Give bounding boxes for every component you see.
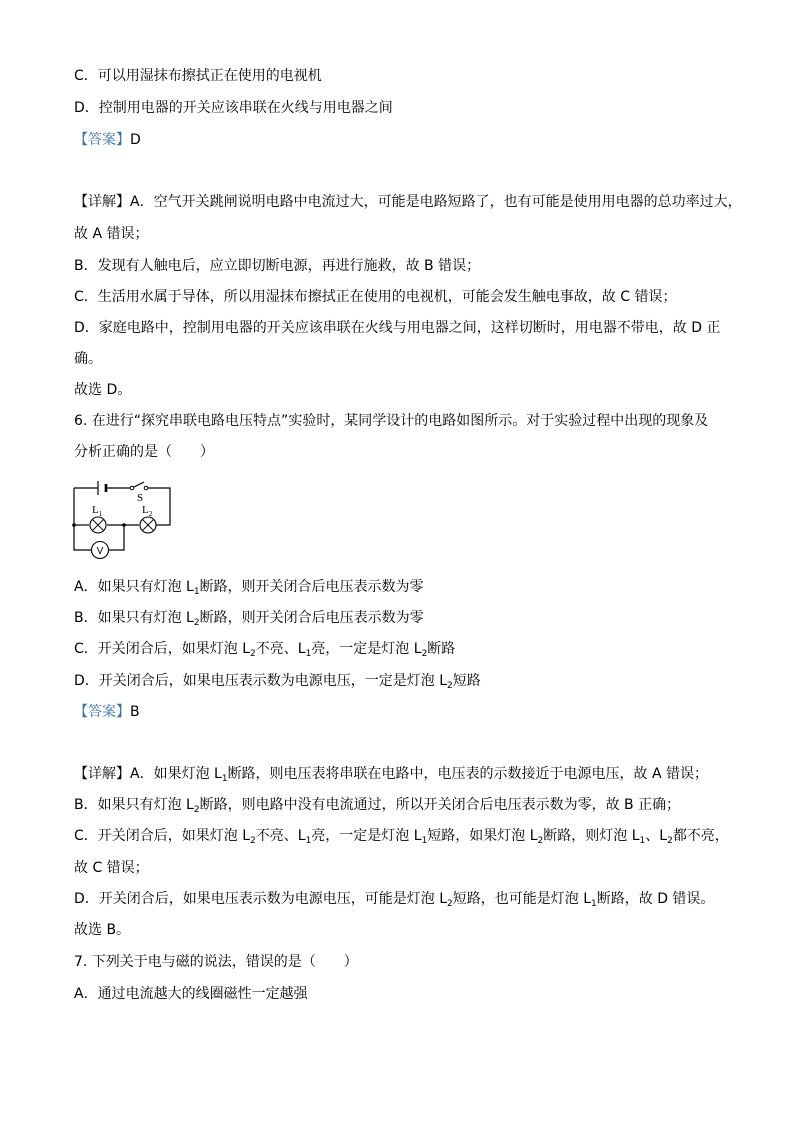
q6-option-a: A．如果只有灯泡 $L_1$断路，则开关闭合后电压表示数为零: [74, 579, 424, 597]
answer-tag: 【答案】: [74, 132, 130, 148]
q6-detail-line-2: B．如果只有灯泡 $L_2$断路，则电路中没有电流通过，所以开关闭合后电压表示数为零，故 B 正确；: [74, 797, 681, 815]
q6-option-d: D．开关闭合后，如果电压表示数为电源电压，一定是灯泡 $L_2$短路: [74, 673, 481, 691]
lamp-subscript: 1: [98, 510, 103, 518]
q5-detail-line-3: B．发现有人触电后，应立即切断电源，再进行施救，故 B 错误；: [74, 258, 481, 274]
lamp-l2-label: [142, 504, 153, 518]
answer-tag: 【答案】: [74, 704, 130, 720]
q5-detail-line-6: 确。: [74, 351, 102, 367]
junction-dot: [72, 523, 76, 527]
lamp-l1-label: [92, 504, 103, 518]
q6-detail-line-3: C．开关闭合后，如果灯泡 $L_2$不亮、$L_1$亮，一定是灯泡 $L_1$短路，如果灯泡 $L_2$断路，则灯泡 $L_1$、$L_2$都不亮，: [74, 828, 729, 846]
q6-detail-line-1: 【详解】A．如果灯泡 $L_1$断路，则电压表将串联在电路中，电压表的示数接近于电源电压，故 A 错误；: [74, 766, 709, 784]
q5-detail-line-2: 故 A 错误；: [74, 226, 149, 242]
q5-detail-line-7: 故选 D。: [74, 382, 132, 398]
q6-option-b: B．如果只有灯泡 $L_2$断路，则开关闭合后电压表示数为零: [74, 610, 424, 628]
q6-stem-line-2: 分析正确的是（ ）: [74, 444, 214, 460]
voltmeter-label: V: [96, 546, 104, 557]
q6-detail-line-4: 故 C 错误；: [74, 860, 149, 876]
junction-dot: [122, 523, 126, 527]
q5-answer: [74, 131, 141, 149]
circuit-diagram: [70, 478, 180, 564]
lamp-l2-icon: [140, 517, 156, 533]
q7-option-a: A．通过电流越大的线圈磁性一定越强: [74, 986, 308, 1002]
lamp-l1-icon: [90, 517, 106, 533]
lamp-subscript: 2: [148, 510, 153, 518]
q5-option-d: D．控制用电器的开关应该串联在火线与用电器之间: [74, 100, 393, 116]
switch-icon: [130, 486, 148, 490]
lamp-letter: L: [142, 504, 149, 516]
lamp-letter: L: [92, 504, 99, 516]
q6-detail-line-6: 故选 B。: [74, 922, 131, 938]
answer-value: B: [130, 704, 140, 720]
q6-stem-line-1: 6. 在进行“探究串联电路电压特点”实验时，某同学设计的电路如图所示。对于实验过程中出现的现象及: [74, 413, 709, 429]
q5-option-c: C．可以用湿抹布擦拭正在使用的电视机: [74, 68, 322, 84]
switch-label: S: [137, 492, 144, 504]
q7-stem: 7. 下列关于电与磁的说法，错误的是（ ）: [74, 954, 358, 970]
answer-value: D: [130, 132, 141, 148]
q5-detail-line-1: 【详解】A．空气开关跳闸说明电路中电流过大，可能是电路短路了，也有可能是使用用电器的总功率过大，: [74, 194, 742, 210]
battery-icon: [98, 481, 106, 495]
q6-option-c: C．开关闭合后，如果灯泡 $L_2$不亮、$L_1$亮，一定是灯泡 $L_2$断路: [74, 641, 456, 659]
q5-detail-line-4: C．生活用水属于导体，所以用湿抹布擦拭正在使用的电视机，可能会发生触电事故，故 C 错误；: [74, 289, 677, 305]
q6-answer: [74, 703, 140, 721]
q6-detail-line-5: D．开关闭合后，如果电压表示数为电源电压，可能是灯泡 $L_2$短路，也可能是灯泡 $L_1$断路，故 D 错误。: [74, 891, 715, 909]
q5-detail-line-5: D．家庭电路中，控制用电器的开关应该串联在火线与用电器之间，这样切断时，用电器不带电，故 D 正: [74, 320, 721, 336]
